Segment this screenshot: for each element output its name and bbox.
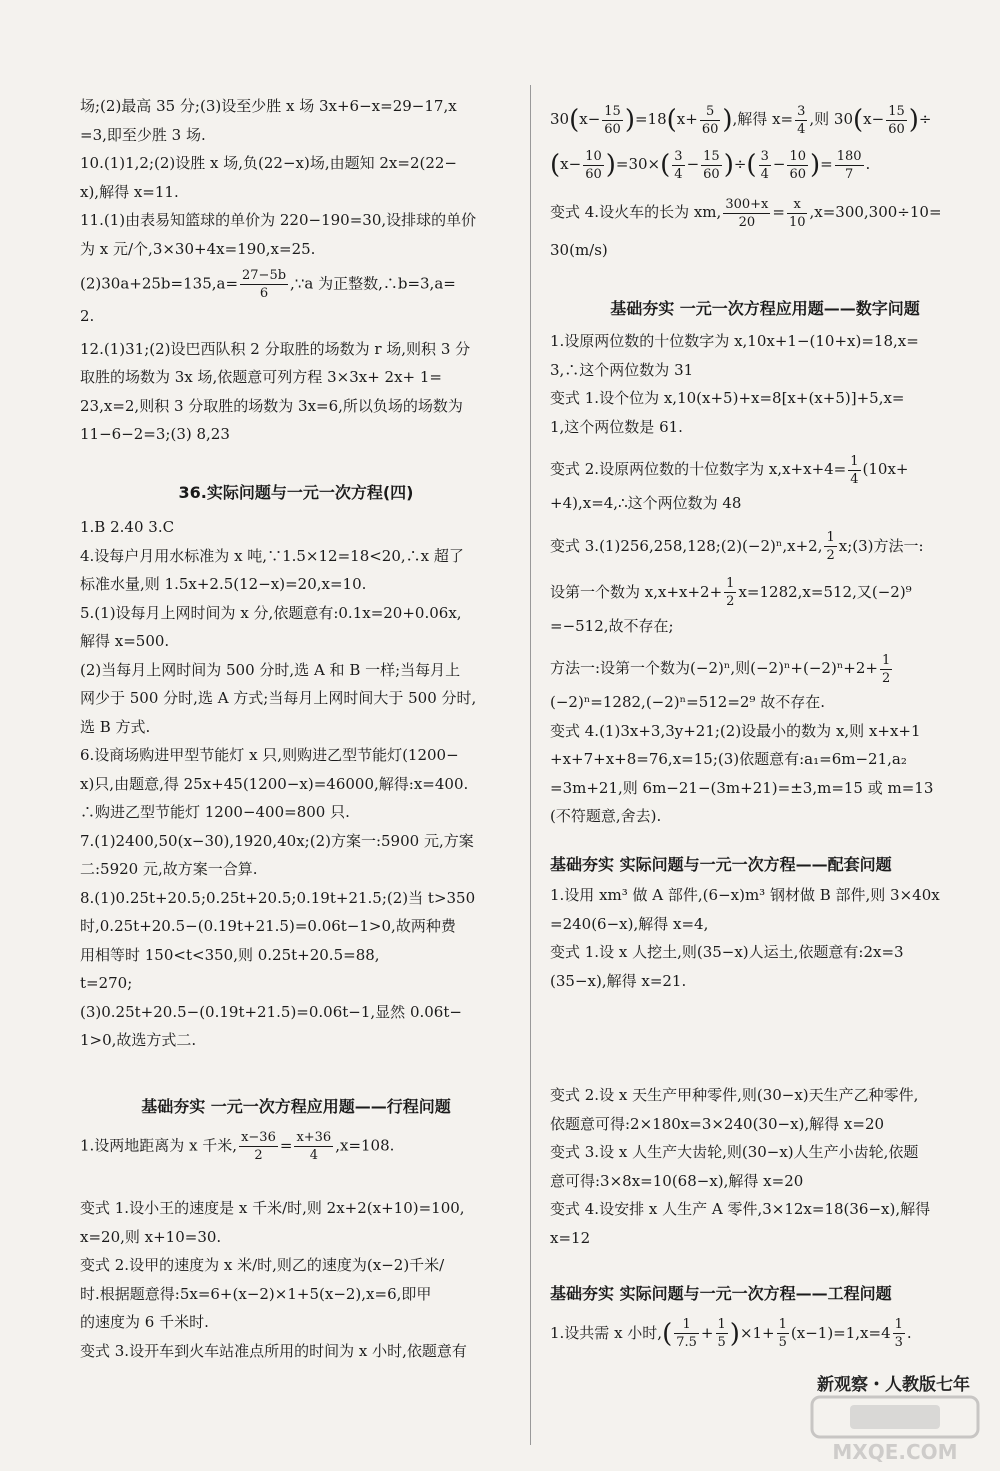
- text-line-fraction: 1.设两地距离为 x 千米, $\frac{x-36}{2}$ = $\frac{x+36}{4}$ ,x=108.: [80, 1130, 395, 1163]
- text-line: 变式 1.设个位为 x,10(x+5)+x=8[x+(x+5)]+5,x=: [550, 389, 905, 407]
- text-line: 6.设商场购进甲型节能灯 x 只,则购进乙型节能灯(1200−: [80, 746, 459, 764]
- fraction: $\frac{3}{4}$: [760, 148, 769, 182]
- section-title: 基础夯实 实际问题与一元一次方程——工程问题: [550, 1284, 892, 1303]
- fraction: $\frac{x+36}{4}$: [296, 1130, 332, 1163]
- text-line-fraction: (2)30a+25b=135,a= $\frac{27-5b}{6}$ ,∵a 为正整数,∴b=3,a=: [80, 268, 456, 301]
- fraction: $\frac{180}{7}$: [836, 148, 862, 182]
- fraction: $\frac{5}{60}$: [701, 103, 719, 137]
- text-line: =3m+21,则 6m−21−(3m+21)=±3,m=15 或 m=13: [550, 778, 934, 797]
- text-line: 时,0.25t+20.5−(0.19t+21.5)=0.06t−1>0,故两种费: [80, 917, 456, 935]
- fraction: $\frac{3}{4}$: [797, 103, 806, 137]
- text-line: (35−x),解得 x=21.: [550, 971, 687, 990]
- text-line: 3,∴这个两位数为 31: [550, 360, 694, 379]
- text-line: 时.根据题意得:5x=6+(x−2)×1+5(x−2),x=6,即甲: [80, 1284, 432, 1303]
- text-line: 变式 1.设 x 人挖土,则(35−x)人运土,依题意有:2x=3: [550, 943, 904, 961]
- text-line-fraction: 1.设共需 x 小时,( $\frac{1}{7.5}$ + $\frac{1}{5}$ )×1+ $\frac{1}{5}$ (x−1)=1,x=4 $\frac{1}{3}$ .: [550, 1317, 912, 1350]
- text-line: =240(6−x),解得 x=4,: [550, 914, 709, 933]
- fraction: $\frac{1}{3}$: [894, 1317, 903, 1350]
- text-line: ∴购进乙型节能灯 1200−400=800 只.: [80, 803, 350, 821]
- text-line: 11.(1)由表易知篮球的单价为 220−190=30,设排球的单价: [80, 211, 477, 229]
- text-line-fraction: 变式 4.设火车的长为 xm, $\frac{300+x}{20}$ = $\frac{x}{10}$ ,x=300,300÷10=: [550, 196, 942, 230]
- text-line-fraction: 设第一个数为 x,x+x+2+ $\frac{1}{2}$ x=1282,x=512,又(−2)⁹: [550, 576, 912, 609]
- section-title: 基础夯实 一元一次方程应用题——行程问题: [141, 1096, 451, 1116]
- text-line: 1,这个两位数是 61.: [550, 417, 683, 436]
- text-line: 1.设用 xm³ 做 A 部件,(6−x)m³ 钢材做 B 部件,则 3×40x: [550, 886, 940, 904]
- text-line: 1>0,故选方式二.: [80, 1031, 197, 1049]
- left-column: [80, 92, 512, 1365]
- text-line: (2)当每月上网时间为 500 分时,选 A 和 B 一样;当每月上: [80, 660, 461, 679]
- text-line: x)只,由题意,得 25x+45(1200−x)=46000,解得:x=400.: [80, 774, 469, 793]
- section-title: 36.实际问题与一元一次方程(四): [178, 482, 414, 502]
- text-line: =−512,故不存在;: [550, 616, 674, 635]
- text-line: 取胜的场数为 3x 场,依题意可列方程 3×3x+ 2x+ 1=: [80, 368, 442, 386]
- text-line: 8.(1)0.25t+20.5;0.25t+20.5;0.19t+21.5;(2)当 t>350: [80, 888, 476, 907]
- text-line: 二:5920 元,故方案一合算.: [80, 860, 258, 878]
- watermark-logo: [810, 1395, 980, 1465]
- text-line: 1.设原两位数的十位数字为 x,10x+1−(10+x)=18,x=: [550, 332, 919, 350]
- text-line: 1.B 2.40 3.C: [80, 518, 175, 536]
- text-line: =3,即至少胜 3 场.: [80, 125, 206, 144]
- fraction: $\frac{10}{60}$: [585, 148, 602, 182]
- text-line: 变式 4.设安排 x 人生产 A 零件,3×12x=18(36−x),解得: [550, 1200, 931, 1218]
- section-title: 基础夯实 实际问题与一元一次方程——配套问题: [550, 854, 892, 874]
- text-line: (3)0.25t+20.5−(0.19t+21.5)=0.06t−1,显然 0.06t−: [80, 1002, 462, 1021]
- fraction: $\frac{x}{10}$: [788, 196, 806, 230]
- text-line: 5.(1)设每月上网时间为 x 分,依题意有:0.1x=20+0.06x,: [80, 603, 462, 622]
- text-line: 23,x=2,则积 3 分取胜的场数为 3x=6,所以负场的场数为: [80, 396, 463, 415]
- text-line: 变式 4.(1)3x+3,3y+21;(2)设最小的数为 x,则 x+x+1: [550, 721, 921, 740]
- fraction: $\frac{x-36}{2}$: [241, 1130, 276, 1163]
- fraction: $\frac{1}{4}$: [850, 453, 859, 487]
- text-line: 为 x 元/个,3×30+4x=190,x=25.: [80, 239, 316, 258]
- fraction: $\frac{1}{2}$: [726, 576, 735, 609]
- text-line: 网少于 500 分时,选 A 方式;当每月上网时间大于 500 分时,: [80, 689, 477, 707]
- text-line: 选 B 方式.: [80, 717, 151, 736]
- text-line: 变式 1.设小王的速度是 x 千米/时,则 2x+2(x+10)=100,: [80, 1199, 465, 1217]
- text-line: 标准水量,则 1.5x+2.5(12−x)=20,x=10.: [80, 575, 367, 593]
- text-line-fraction: 30(x− $\frac{15}{60}$ )=18(x+ $\frac{5}{60}$ ),解得 x= $\frac{3}{4}$ ,则 30(x− $\frac{15}{60}$ )÷: [550, 103, 932, 137]
- watermark-text: MXQE.COM: [832, 1440, 958, 1464]
- text-line: 变式 3.设开车到火车站准点所用的时间为 x 小时,依题意有: [80, 1341, 467, 1360]
- text-line: 用相等时 150<t<350,则 0.25t+20.5=88,: [80, 945, 380, 964]
- fraction: $\frac{1}{7.5}$: [676, 1317, 697, 1350]
- text-line: 11−6−2=3;(3) 8,23: [80, 425, 230, 443]
- text-line: 解得 x=500.: [80, 632, 170, 650]
- text-line-fraction: 变式 2.设原两位数的十位数字为 x,x+x+4= $\frac{1}{4}$ (10x+: [550, 453, 909, 487]
- page-footer: 新观察・人教版七年: [817, 1375, 970, 1395]
- fraction: $\frac{15}{60}$: [888, 103, 905, 137]
- section-title: 基础夯实 一元一次方程应用题——数字问题: [610, 298, 920, 318]
- fraction: $\frac{3}{4}$: [674, 148, 683, 182]
- text-line: 10.(1)1,2;(2)设胜 x 场,负(22−x)场,由题知 2x=2(22−: [80, 154, 458, 172]
- text-line: 2.: [80, 307, 95, 325]
- right-column: [550, 100, 980, 1354]
- text-line: 30(m/s): [550, 241, 608, 259]
- fraction: $\frac{1}{2}$: [826, 530, 835, 563]
- text-line: 变式 3.设 x 人生产大齿轮,则(30−x)人生产小齿轮,依题: [550, 1143, 919, 1161]
- text-line: 变式 2.设 x 天生产甲种零件,则(30−x)天生产乙种零件,: [550, 1086, 919, 1104]
- text-line: t=270;: [80, 974, 133, 992]
- fraction: $\frac{15}{60}$: [604, 103, 621, 137]
- text-line: x=12: [550, 1228, 591, 1247]
- text-line: (−2)ⁿ=1282,(−2)ⁿ=512=2⁹ 故不存在.: [550, 693, 825, 711]
- fraction: $\frac{1}{2}$: [882, 652, 891, 686]
- text-line: 4.设每户月用水标准为 x 吨,∵1.5×12=18<20,∴x 超了: [80, 546, 464, 565]
- column-divider: [530, 85, 531, 1445]
- text-line: x=20,则 x+10=30.: [80, 1227, 222, 1246]
- text-line: 12.(1)31;(2)设巴西队积 2 分取胜的场数为 r 场,则积 3 分: [80, 339, 471, 358]
- text-line: 依题意可得:2×180x=3×240(30−x),解得 x=20: [550, 1114, 885, 1133]
- fraction: $\frac{1}{5}$: [778, 1317, 787, 1350]
- text-line: +x+7+x+8=76,x=15;(3)依题意有:a₁=6m−21,a₂: [550, 750, 907, 768]
- text-line: 意可得:3×8x=10(68−x),解得 x=20: [550, 1171, 804, 1190]
- fraction: $\frac{15}{60}$: [703, 148, 720, 182]
- text-line: 的速度为 6 千米时.: [80, 1313, 209, 1331]
- fraction: $\frac{27-5b}{6}$: [242, 268, 287, 301]
- text-line: 场;(2)最高 35 分;(3)设至少胜 x 场 3x+6−x=29−17,x: [80, 97, 457, 115]
- text-line: 7.(1)2400,50(x−30),1920,40x;(2)方案一:5900 元,方案: [80, 831, 474, 850]
- text-line: x),解得 x=11.: [80, 182, 179, 201]
- text-line: +4),x=4,∴这个两位数为 48: [550, 494, 742, 512]
- text-line: 变式 2.设甲的速度为 x 米/时,则乙的速度为(x−2)千米/: [80, 1256, 445, 1274]
- text-line-fraction: (x− $\frac{10}{60}$ )=30×( $\frac{3}{4}$ − $\frac{15}{60}$ )÷( $\frac{3}{4}$ − $\frac{10}{60}$ )= $\frac{180}{7}$ .: [550, 148, 871, 182]
- fraction: $\frac{10}{60}$: [789, 148, 806, 182]
- text-line: (不符题意,舍去).: [550, 807, 662, 825]
- text-line-fraction: 变式 3.(1)256,258,128;(2)(−2)ⁿ,x+2, $\frac{1}{2}$ x;(3)方法一:: [550, 530, 924, 563]
- fraction: $\frac{300+x}{20}$: [725, 196, 769, 230]
- text-line-fraction: 方法一:设第一个数为(−2)ⁿ,则(−2)ⁿ+(−2)ⁿ+2+ $\frac{1}{2}$: [550, 652, 891, 686]
- fraction: $\frac{1}{5}$: [717, 1317, 726, 1350]
